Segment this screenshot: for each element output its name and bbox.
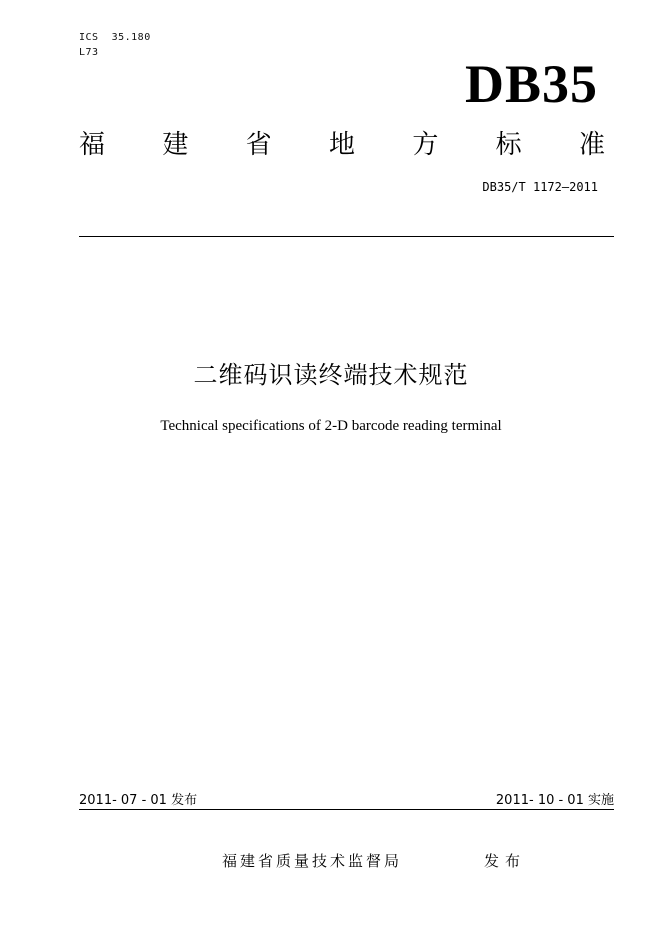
standard-code: DB35 [464,54,598,114]
standard-type-char: 标 [495,130,522,160]
standard-number: DB35/T 1172—2011 [482,180,598,194]
issuing-authority: 福建省质量技术监督局 [222,852,403,870]
date-row [79,792,614,810]
issue-action: 发布 [484,852,527,870]
footer-divider [79,809,614,810]
document-title-chinese: 二维码识读终端技术规范 [193,361,469,389]
publish-date: 2011- 07 - 01 发布 [79,793,198,808]
implement-date: 2011- 10 - 01 实施 [495,793,614,808]
standard-type-char: 建 [162,130,189,160]
standard-type-char: 方 [412,130,439,160]
classification-block [79,30,151,60]
document-title-english: Technical specifications of 2-D barcode reading terminal [160,418,502,434]
standard-type-char: 地 [328,130,355,160]
header-divider [79,236,614,237]
ics-code: ICS 35.180 [79,32,151,43]
standard-type-char: 准 [578,130,605,160]
standard-type-char: 省 [245,130,272,160]
standard-type-char: 福 [79,130,106,160]
standard-type-heading [79,128,605,162]
ccs-code: L73 [79,47,99,58]
